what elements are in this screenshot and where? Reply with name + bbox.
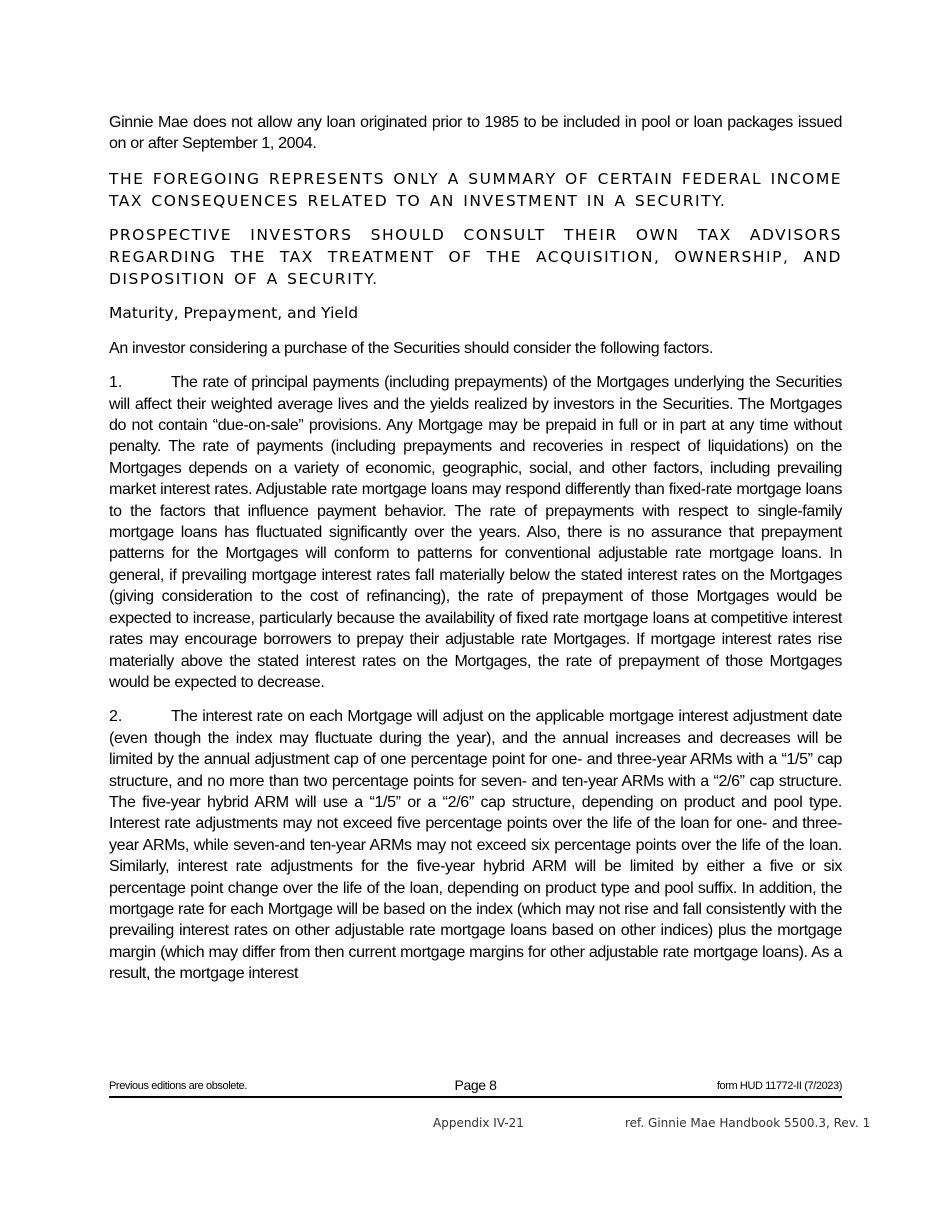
item-number: 1. [109, 374, 123, 392]
page-footer [109, 1076, 842, 1098]
page-number: Page 8 [454, 1077, 497, 1093]
appendix-label: Appendix IV-21 [433, 1116, 524, 1130]
numbered-item-2 [109, 706, 842, 984]
numbered-item-1 [109, 372, 842, 693]
tax-summary-notice: THE FOREGOING REPRESENTS ONLY A SUMMARY OF CERTAIN FEDERAL INCOME TAX CONSEQUENCES RELATED TO AN INVESTMENT IN A SECURITY. [109, 169, 842, 210]
handbook-reference: ref. Ginnie Mae Handbook 5500.3, Rev. 1 [625, 1116, 871, 1130]
footer-obsolete-note: Previous editions are obsolete. [109, 1080, 248, 1092]
factors-paragraph: An investor considering a purchase of the Securities should consider the following factors. [109, 339, 714, 357]
item-number: 2. [109, 708, 123, 726]
intro-paragraph: Ginnie Mae does not allow any loan originated prior to 1985 to be included in pool or loan packages issued on or after September 1, 2004. [109, 114, 842, 153]
section-heading: Maturity, Prepayment, and Yield [109, 303, 359, 322]
item-text: The interest rate on each Mortgage will adjust on the applicable mortgage interest adjustment date (even though the index may fluctuate during the year), and the annual increases and decreases will be limited by the annual adjustment cap of one percentage point for one- and three-year ARMs with a “1/5” cap structure, and no more than two percentage points for seven- and ten-year ARMs with a “2/6” cap structure. The five-year hybrid ARM will use a “1/5” or a “2/6” cap structure, depending on product and pool type. Interest rate adjustments may not exceed five percentage points over the life of the loan for one- and three- year ARMs, while seven-and ten-year ARMs may not exceed six percentage points over the life of the loan. Similarly, interest rate adjustments for the five-year hybrid ARM will be limited by either a five or six percentage point change over the life of the loan, depending on product type and pool suffix. In addition, the mortgage rate for each Mortgage will be based on the index (which may not rise and fall consistently with the prevailing interest rates on other adjustable rate mortgage loans based on other indices) plus the mortgage margin (which may differ from then current mortgage margins for other adjustable rate mortgage loans). As a result, the mortgage interest [109, 708, 842, 983]
form-id: form HUD 11772-II (7/2023) [716, 1080, 842, 1092]
item-text: The rate of principal payments (including prepayments) of the Mortgages underlying the Securities will affect their weighted average lives and the yields realized by investors in the Securities. The Mortgages do not contain “due-on-sale” provisions. Any Mortgage may be prepaid in full or in part at any time without penalty. The rate of payments (including prepayments and recoveries in respect of liquidations) on the Mortgages depends on a variety of economic, geographic, social, and other factors, including prevailing market interest rates. Adjustable rate mortgage loans may respond differently than fixed-rate mortgage loans to the factors that influence payment behavior. The rate of prepayments with respect to single-family mortgage loans has fluctuated significantly over the years. Also, there is no assurance that prepayment patterns for the Mortgages will conform to patterns for conventional adjustable rate mortgage loans. In general, if prevailing mortgage interest rates fall materially below the stated interest rates on the Mortgages (giving consideration to the cost of refinancing), the rate of prepayment of those Mortgages would be expected to increase, particularly because the availability of fixed rate mortgage loans at competitive interest rates may encourage borrowers to prepay their adjustable rate Mortgages. If mortgage interest rates rise materially above the stated interest rates on the Mortgages, the rate of prepayment of those Mortgages would be expected to decrease. [109, 374, 842, 691]
document-body [109, 112, 842, 998]
tax-advisor-notice: PROSPECTIVE INVESTORS SHOULD CONSULT THEIR OWN TAX ADVISORS REGARDING THE TAX TREATMENT OF THE ACQUISITION, OWNERSHIP, AND DISPOSITION OF A SECURITY. [109, 225, 842, 288]
